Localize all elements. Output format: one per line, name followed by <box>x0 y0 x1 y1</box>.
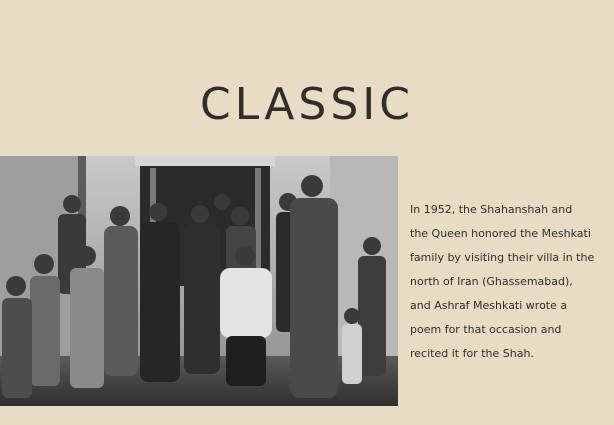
photo-caption <box>410 198 610 366</box>
caption-line: north of Iran (Ghassemabad), <box>410 275 573 288</box>
caption-line: poem for that occasion and <box>410 323 562 336</box>
caption-line: In 1952, the Shahanshah and <box>410 203 573 216</box>
caption-line: and Ashraf Meshkati wrote a <box>410 299 568 312</box>
family-photo-icon <box>0 156 398 406</box>
historical-photo <box>0 156 398 406</box>
caption-line: recited it for the Shah. <box>410 347 534 360</box>
caption-line: the Queen honored the Meshkati <box>410 227 591 240</box>
page-title: CLASSIC <box>200 79 414 131</box>
caption-line: family by visiting their villa in the <box>410 251 595 264</box>
